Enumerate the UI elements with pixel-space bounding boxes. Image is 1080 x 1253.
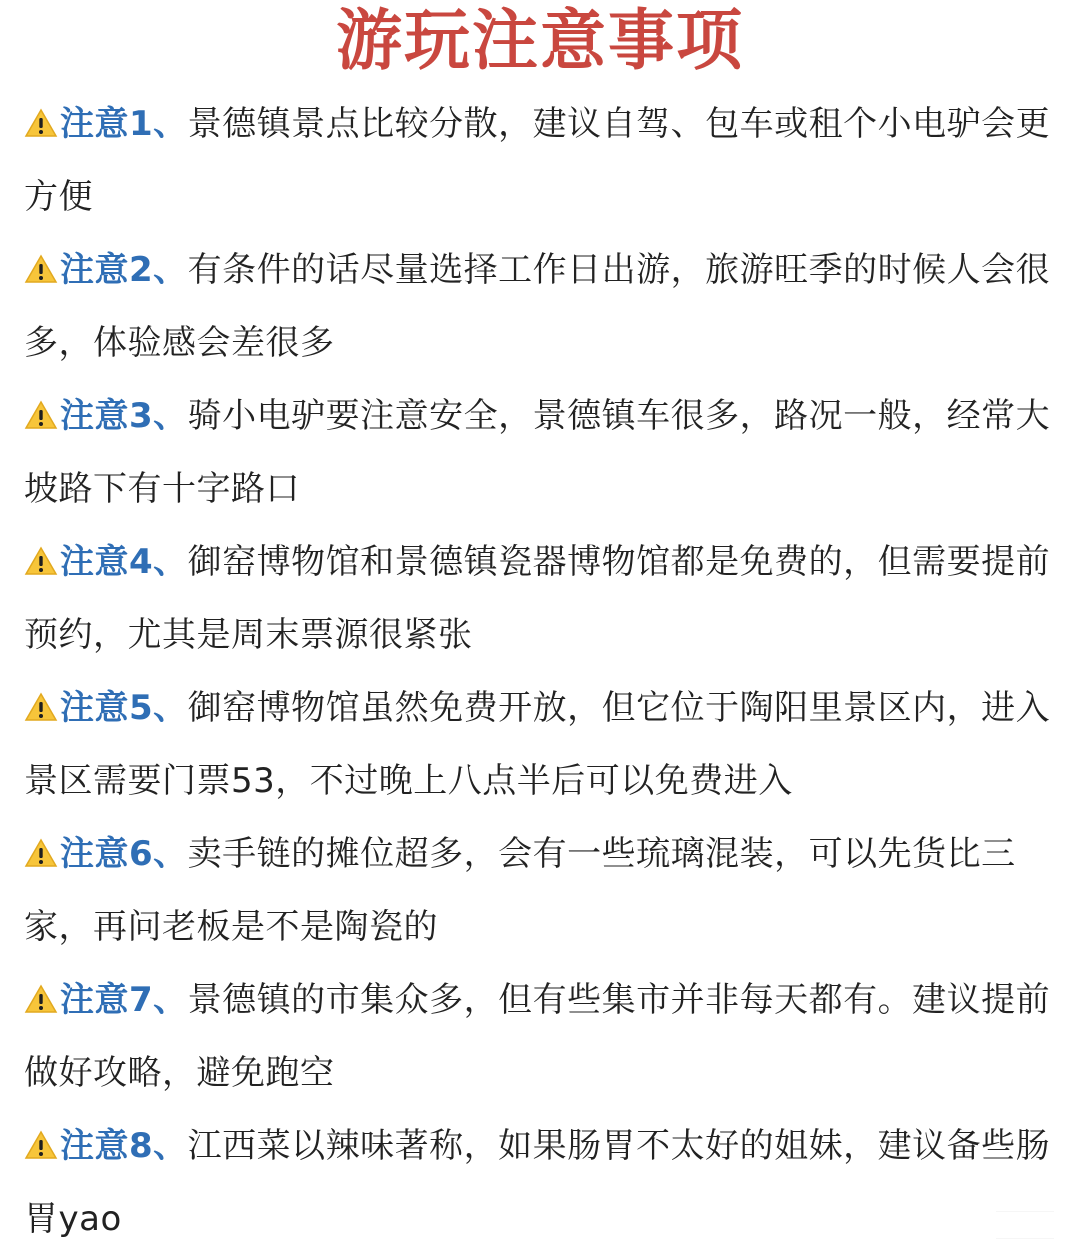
note-label: 注意6、: [60, 834, 188, 874]
note-item: [24, 1110, 1066, 1253]
note-item: [24, 672, 1066, 818]
note-text: 景德镇的市集众多，但有些集市并非每天都有。建议提前做好攻略，避免跑空: [24, 980, 1051, 1093]
note-label: 注意8、: [60, 1126, 188, 1166]
warning-icon: [24, 546, 58, 576]
note-item: [24, 234, 1066, 380]
page-title: 游玩注意事项: [336, 2, 744, 79]
warning-icon: [24, 1130, 58, 1160]
note-text: 卖手链的摊位超多，会有一些琉璃混装，可以先货比三家，再问老板是不是陶瓷的: [24, 834, 1016, 947]
note-item: [24, 818, 1066, 964]
note-text: 御窑博物馆和景德镇瓷器博物馆都是免费的，但需要提前预约，尤其是周末票源很紧张: [24, 542, 1051, 655]
note-item: [24, 964, 1066, 1110]
note-text: 御窑博物馆虽然免费开放，但它位于陶阳里景区内，进入景区需要门票53，不过晚上八点半后可以免费进入: [24, 688, 1051, 801]
note-text: 骑小电驴要注意安全，景德镇车很多，路况一般，经常大坡路下有十字路口: [24, 396, 1051, 509]
note-text: 景德镇景点比较分散，建议自驾、包车或租个小电驴会更方便: [24, 104, 1051, 217]
note-label: 注意7、: [60, 980, 188, 1020]
warning-icon: [24, 838, 58, 868]
note-label: 注意2、: [60, 250, 188, 290]
note-label: 注意1、: [60, 104, 188, 144]
note-label: 注意3、: [60, 396, 188, 436]
note-label: 注意4、: [60, 542, 188, 582]
watermark: [996, 1211, 1054, 1239]
warning-icon: [24, 692, 58, 722]
warning-icon: [24, 984, 58, 1014]
note-text: 有条件的话尽量选择工作日出游，旅游旺季的时候人会很多，体验感会差很多: [24, 250, 1051, 363]
warning-icon: [24, 400, 58, 430]
note-item: [24, 526, 1066, 672]
notes-list: [24, 88, 1066, 1253]
warning-icon: [24, 108, 58, 138]
note-item: [24, 88, 1066, 234]
note-item: [24, 380, 1066, 526]
warning-icon: [24, 254, 58, 284]
note-label: 注意5、: [60, 688, 188, 728]
note-text: 江西菜以辣味著称，如果肠胃不太好的姐妹，建议备些肠胃yao: [24, 1126, 1051, 1239]
